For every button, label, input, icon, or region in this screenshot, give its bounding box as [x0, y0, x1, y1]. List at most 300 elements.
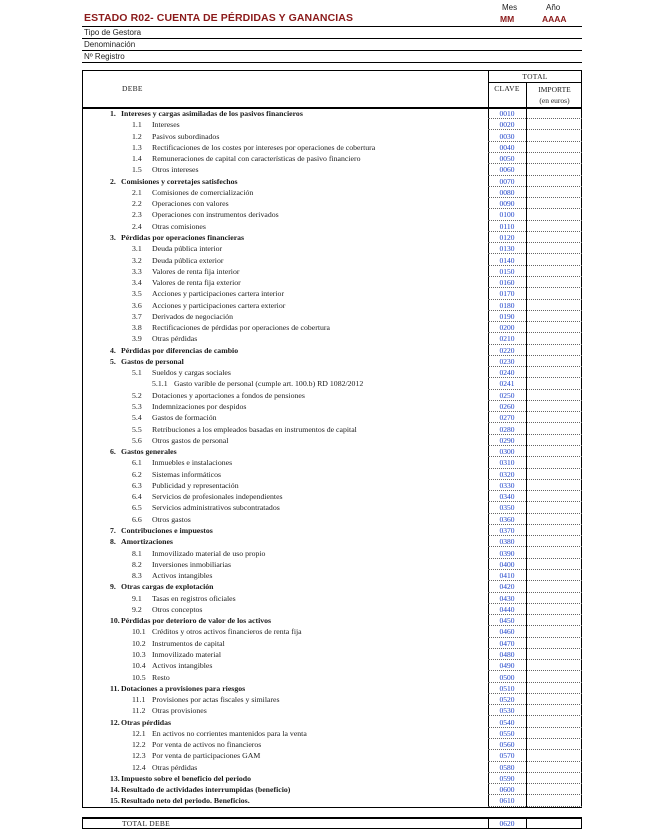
row-clave: 0230 — [499, 356, 515, 366]
row-clave: 0420 — [499, 582, 515, 592]
row-label: Otros gastos de personal — [152, 435, 229, 445]
importe-cell[interactable] — [527, 164, 582, 175]
row-number: 6.4 — [132, 492, 142, 502]
row-label: Inmuebles e instalaciones — [152, 458, 233, 468]
row-label: Publicidad y representación — [152, 480, 239, 490]
row-label: Otros conceptos — [152, 604, 203, 614]
table-row — [82, 739, 582, 750]
row-label: Servicios administrativos subcontratados — [152, 503, 280, 513]
row-number: 12.1 — [132, 728, 146, 738]
row-label: Servicios de profesionales independientes — [152, 492, 283, 502]
importe-cell[interactable] — [527, 705, 582, 716]
row-clave: 0590 — [499, 773, 515, 783]
importe-cell[interactable] — [527, 412, 582, 423]
row-label: Contribuciones e impuestos — [121, 525, 213, 535]
row-number: 1.1 — [132, 120, 142, 130]
row-number: 5.4 — [132, 413, 142, 423]
row-clave: 0070 — [499, 176, 515, 186]
importe-cell[interactable] — [527, 773, 582, 784]
table-row — [82, 514, 582, 525]
importe-cell[interactable] — [527, 378, 582, 389]
row-number: 15. — [110, 796, 120, 806]
row-label: Gastos generales — [121, 447, 177, 457]
importe-cell[interactable] — [527, 153, 582, 164]
row-number: 10. — [110, 616, 120, 626]
row-number: 2.1 — [132, 187, 142, 197]
total-header: TOTAL — [522, 72, 548, 81]
importe-cell[interactable] — [527, 728, 582, 739]
clave-header: CLAVE — [494, 84, 520, 93]
row-clave: 0340 — [499, 492, 515, 502]
row-label: Por venta de activos no financieros — [152, 740, 262, 750]
field-tipo-gestora[interactable]: Tipo de Gestora — [84, 28, 142, 37]
row-label: Gasto varible de personal (cumple art. 100.b) RD 1082/2012 — [174, 379, 364, 389]
row-label: Remuneraciones de capital con características de pasivo financiero — [152, 154, 361, 164]
row-number: 5.1 — [132, 368, 142, 378]
table-row — [82, 209, 582, 220]
row-number: 12.4 — [132, 762, 146, 772]
importe-cell[interactable] — [527, 187, 582, 198]
row-clave: 0190 — [499, 311, 515, 321]
importe-cell[interactable] — [527, 626, 582, 637]
table-bottom-border — [82, 807, 582, 808]
row-clave: 0120 — [499, 232, 515, 242]
row-clave: 0490 — [499, 661, 515, 671]
row-clave: 0520 — [499, 695, 515, 705]
table-row — [82, 480, 582, 491]
row-number: 8.1 — [132, 548, 142, 558]
table-row — [82, 457, 582, 468]
field-divider — [82, 62, 582, 63]
importe-cell[interactable] — [527, 255, 582, 266]
importe-cell[interactable] — [527, 209, 582, 220]
row-clave: 0180 — [499, 300, 515, 310]
importe-cell[interactable] — [527, 480, 582, 491]
importe-cell[interactable] — [527, 277, 582, 288]
table-row — [82, 424, 582, 435]
row-label: Sistemas informáticos — [152, 469, 222, 479]
row-label: Deuda pública exterior — [152, 255, 224, 265]
importe-cell[interactable] — [527, 525, 582, 536]
row-clave: 0110 — [499, 221, 515, 231]
table-row — [82, 131, 582, 142]
row-clave: 0410 — [499, 571, 515, 581]
row-label: Operaciones con instrumentos derivados — [152, 210, 279, 220]
importe-cell[interactable] — [527, 491, 582, 502]
row-clave: 0350 — [499, 503, 515, 513]
row-clave: 0140 — [499, 255, 515, 265]
importe-cell[interactable] — [527, 784, 582, 795]
table-row — [82, 153, 582, 164]
row-number: 8.3 — [132, 571, 142, 581]
row-label: Derivados de negociación — [152, 311, 233, 321]
row-number: 11.2 — [132, 706, 146, 716]
row-clave: 0510 — [499, 683, 515, 693]
row-label: Acciones y participaciones cartera exterior — [152, 300, 286, 310]
importe-cell[interactable] — [527, 446, 582, 457]
importe-cell[interactable] — [527, 559, 582, 570]
page-title: ESTADO R02- CUENTA DE PÉRDIDAS Y GANANCIAS — [84, 12, 354, 24]
month-value[interactable]: MM — [500, 14, 515, 24]
table-row — [82, 255, 582, 266]
row-number: 9.2 — [132, 604, 142, 614]
row-number: 10.5 — [132, 672, 146, 682]
row-label: Dotaciones y aportaciones a fondos de pensiones — [152, 390, 305, 400]
importe-cell[interactable] — [527, 615, 582, 626]
row-label: Otras pérdidas — [152, 762, 198, 772]
table-row — [82, 615, 582, 626]
importe-cell[interactable] — [527, 311, 582, 322]
table-row — [82, 570, 582, 581]
table-row — [82, 119, 582, 130]
row-clave: 0200 — [499, 323, 515, 333]
table-row — [82, 322, 582, 333]
row-clave: 0370 — [499, 525, 515, 535]
importe-header — [527, 84, 582, 106]
row-clave: 0290 — [499, 435, 515, 445]
row-clave: 0160 — [499, 278, 515, 288]
row-number: 5.1.1 — [152, 379, 168, 389]
row-number: 6.6 — [132, 514, 142, 524]
importe-cell[interactable] — [527, 424, 582, 435]
table-row — [82, 593, 582, 604]
row-clave: 0240 — [499, 368, 515, 378]
table-row — [82, 142, 582, 153]
importe-cell[interactable] — [527, 762, 582, 773]
row-clave: 0090 — [499, 199, 515, 209]
table-row — [82, 660, 582, 671]
row-clave: 0320 — [499, 469, 515, 479]
importe-cell[interactable] — [527, 581, 582, 592]
row-label: Sueldos y cargas sociales — [152, 368, 231, 378]
importe-cell[interactable] — [527, 570, 582, 581]
row-number: 6.2 — [132, 469, 142, 479]
row-label: Por venta de participaciones GAM — [152, 751, 261, 761]
field-registro[interactable]: Nº Registro — [84, 52, 125, 61]
row-clave: 0270 — [499, 413, 515, 423]
row-number: 5.5 — [132, 424, 142, 434]
row-label: Inversiones inmobiliarias — [152, 559, 232, 569]
row-clave: 0550 — [499, 728, 515, 738]
row-clave: 0460 — [499, 627, 515, 637]
row-clave: 0470 — [499, 638, 515, 648]
table-row — [82, 649, 582, 660]
row-number: 6.1 — [132, 458, 142, 468]
row-number: 11. — [110, 683, 120, 693]
row-clave: 0430 — [499, 593, 515, 603]
importe-cell[interactable] — [527, 649, 582, 660]
table-row — [82, 232, 582, 243]
row-label: Otras pérdidas — [121, 717, 172, 727]
table-row — [82, 412, 582, 423]
table-row — [82, 784, 582, 795]
importe-cell[interactable] — [527, 795, 582, 806]
importe-cell[interactable] — [527, 457, 582, 468]
importe-unit: (en euros) — [539, 96, 570, 105]
total-debe-clave: 0620 — [499, 819, 515, 828]
row-clave: 0390 — [499, 548, 515, 558]
importe-cell[interactable] — [527, 333, 582, 344]
row-number: 1.4 — [132, 154, 142, 164]
row-label: Dotaciones a provisiones para riesgos — [121, 683, 246, 693]
importe-cell[interactable] — [527, 108, 582, 119]
row-number: 3.6 — [132, 300, 142, 310]
row-number: 3.5 — [132, 289, 142, 299]
row-clave: 0480 — [499, 649, 515, 659]
importe-cell[interactable] — [527, 750, 582, 761]
row-label: Resto — [152, 672, 170, 682]
table-row — [82, 243, 582, 254]
importe-cell[interactable] — [527, 243, 582, 254]
row-label: Créditos y otros activos financieros de renta fija — [152, 627, 302, 637]
table-row — [82, 469, 582, 480]
column-divider — [526, 817, 527, 829]
table-row — [82, 795, 582, 806]
table-row — [82, 266, 582, 277]
importe-cell[interactable] — [527, 683, 582, 694]
row-number: 3.3 — [132, 266, 142, 276]
importe-label: IMPORTE — [538, 85, 571, 94]
row-clave: 0170 — [499, 289, 515, 299]
row-clave: 0050 — [499, 154, 515, 164]
table-row — [82, 638, 582, 649]
row-number: 3.1 — [132, 244, 142, 254]
importe-cell[interactable] — [527, 739, 582, 750]
importe-cell[interactable] — [527, 142, 582, 153]
importe-cell[interactable] — [527, 401, 582, 412]
table-row — [82, 367, 582, 378]
table-row — [82, 176, 582, 187]
row-label: Otras provisiones — [152, 706, 207, 716]
importe-cell[interactable] — [527, 717, 582, 728]
row-clave: 0040 — [499, 142, 515, 152]
table-row — [82, 705, 582, 716]
row-label: Otras cargas de explotación — [121, 582, 214, 592]
row-number: 3.8 — [132, 323, 142, 333]
row-label: Resultado neto del periodo. Beneficios. — [121, 796, 250, 806]
row-label: Comisiones y corretajes satisfechos — [121, 176, 238, 186]
importe-cell[interactable] — [527, 672, 582, 683]
table-row — [82, 277, 582, 288]
row-label: Intereses — [152, 120, 180, 130]
table-row — [82, 548, 582, 559]
header-divider — [82, 26, 582, 27]
table-row — [82, 750, 582, 761]
table-row — [82, 773, 582, 784]
importe-cell[interactable] — [527, 502, 582, 513]
table-row — [82, 502, 582, 513]
table-row — [82, 683, 582, 694]
importe-cell[interactable] — [527, 469, 582, 480]
row-label: Operaciones con valores — [152, 199, 229, 209]
table-row — [82, 401, 582, 412]
debe-header: DEBE — [122, 84, 143, 93]
row-number: 10.3 — [132, 649, 146, 659]
total-debe-label: TOTAL DEBE — [122, 819, 171, 828]
row-clave: 0540 — [499, 717, 515, 727]
importe-cell[interactable] — [527, 390, 582, 401]
row-number: 8.2 — [132, 559, 142, 569]
row-clave: 0500 — [499, 672, 515, 682]
row-number: 7. — [110, 525, 116, 535]
row-number: 1.2 — [132, 131, 142, 141]
row-number: 14. — [110, 785, 120, 795]
table-row — [82, 311, 582, 322]
row-number: 12.3 — [132, 751, 146, 761]
row-number: 10.4 — [132, 661, 146, 671]
importe-cell[interactable] — [527, 198, 582, 209]
table-row — [82, 435, 582, 446]
row-number: 2. — [110, 176, 116, 186]
row-clave: 0570 — [499, 751, 515, 761]
row-number: 12. — [110, 717, 120, 727]
row-number: 2.3 — [132, 210, 142, 220]
importe-cell[interactable] — [527, 119, 582, 130]
importe-cell[interactable] — [527, 514, 582, 525]
row-label: Rectificaciones de pérdidas por operaciones de cobertura — [152, 323, 330, 333]
importe-cell[interactable] — [527, 694, 582, 705]
row-clave: 0450 — [499, 616, 515, 626]
row-number: 3.2 — [132, 255, 142, 265]
row-label: Gastos de formación — [152, 413, 217, 423]
row-clave: 0330 — [499, 480, 515, 490]
importe-cell[interactable] — [527, 660, 582, 671]
row-clave: 0250 — [499, 390, 515, 400]
table-row — [82, 626, 582, 637]
row-clave: 0241 — [499, 379, 515, 389]
row-number: 9.1 — [132, 593, 142, 603]
row-label: Acciones y participaciones cartera interior — [152, 289, 285, 299]
row-number: 1.3 — [132, 142, 142, 152]
field-divider — [82, 50, 582, 51]
row-number: 10.2 — [132, 638, 146, 648]
row-number: 2.2 — [132, 199, 142, 209]
table-row — [82, 604, 582, 615]
row-label: Otras comisiones — [152, 221, 206, 231]
row-clave: 0010 — [499, 109, 515, 118]
row-label: Otras pérdidas — [152, 334, 198, 344]
field-denominacion[interactable]: Denominación — [84, 40, 136, 49]
importe-cell[interactable] — [527, 345, 582, 356]
importe-cell[interactable] — [527, 232, 582, 243]
table-row — [82, 198, 582, 209]
row-label: Inmovilizado material de uso propio — [152, 548, 266, 558]
year-value[interactable]: AAAA — [542, 14, 567, 24]
row-clave: 0440 — [499, 604, 515, 614]
table-row — [82, 345, 582, 356]
importe-cell[interactable] — [527, 322, 582, 333]
year-label: Año — [546, 3, 561, 12]
row-label: En activos no corrientes mantenidos para la venta — [152, 728, 307, 738]
importe-cell[interactable] — [527, 548, 582, 559]
row-label: Retribuciones a los empleados basadas en instrumentos de capital — [152, 424, 357, 434]
importe-cell[interactable] — [527, 131, 582, 142]
importe-cell[interactable] — [527, 604, 582, 615]
row-number: 4. — [110, 345, 116, 355]
importe-cell[interactable] — [527, 593, 582, 604]
row-clave: 0220 — [499, 345, 515, 355]
table-top-border — [82, 70, 582, 71]
table-row — [82, 491, 582, 502]
importe-cell[interactable] — [527, 536, 582, 547]
row-label: Activos intangibles — [152, 571, 213, 581]
row-clave: 0130 — [499, 244, 515, 254]
importe-cell[interactable] — [527, 266, 582, 277]
row-number: 6. — [110, 447, 116, 457]
row-label: Valores de renta fija interior — [152, 266, 240, 276]
row-clave: 0580 — [499, 762, 515, 772]
row-number: 13. — [110, 773, 120, 783]
importe-cell[interactable] — [527, 638, 582, 649]
table-row — [82, 728, 582, 739]
row-number: 1.5 — [132, 165, 142, 175]
importe-cell[interactable] — [527, 356, 582, 367]
table-row — [82, 559, 582, 570]
importe-cell[interactable] — [527, 300, 582, 311]
table-row — [82, 536, 582, 547]
row-number: 3.7 — [132, 311, 142, 321]
row-label: Otros intereses — [152, 165, 199, 175]
row-number: 5.3 — [132, 402, 142, 412]
row-clave: 0610 — [499, 796, 515, 806]
row-number: 3.4 — [132, 278, 142, 288]
row-clave: 0530 — [499, 706, 515, 716]
row-label: Gastos de personal — [121, 356, 184, 366]
row-label: Deuda pública interior — [152, 244, 223, 254]
row-label: Provisiones por actas fiscales y similares — [152, 695, 280, 705]
importe-cell[interactable] — [527, 367, 582, 378]
month-label: Mes — [502, 3, 518, 12]
row-clave: 0280 — [499, 424, 515, 434]
row-number: 8. — [110, 537, 116, 547]
table-row — [82, 356, 582, 367]
importe-cell[interactable] — [527, 288, 582, 299]
table-row — [82, 672, 582, 683]
table-row — [82, 762, 582, 773]
row-clave: 0600 — [499, 785, 515, 795]
field-divider — [82, 38, 582, 39]
row-clave: 0380 — [499, 537, 515, 547]
table-row — [82, 446, 582, 457]
row-label: Otros gastos — [152, 514, 191, 524]
row-number: 10.1 — [132, 627, 146, 637]
importe-cell[interactable] — [527, 435, 582, 446]
row-label: Rectificaciones de los costes por intereses por operaciones de cobertura — [152, 142, 376, 152]
row-number: 6.3 — [132, 480, 142, 490]
total-header-divider — [488, 82, 582, 83]
table-row — [82, 694, 582, 705]
row-clave: 0210 — [499, 334, 515, 344]
table-row — [82, 717, 582, 728]
importe-cell[interactable] — [527, 176, 582, 187]
row-number: 5.6 — [132, 435, 142, 445]
row-label: Inmovilizado material — [152, 649, 222, 659]
row-number: 5.2 — [132, 390, 142, 400]
importe-cell[interactable] — [527, 221, 582, 232]
table-row — [82, 525, 582, 536]
row-label: Intereses y cargas asimiladas de los pasivos financieros — [121, 109, 303, 118]
row-label: Resultado de actividades interrumpidas (beneficio) — [121, 785, 291, 795]
row-label: Comisiones de comercialización — [152, 187, 254, 197]
row-clave: 0260 — [499, 402, 515, 412]
table-row — [82, 300, 582, 311]
row-number: 6.5 — [132, 503, 142, 513]
row-label: Amortizaciones — [121, 537, 173, 547]
row-label: Impuesto sobre el beneficio del periodo — [121, 773, 252, 783]
row-number: 2.4 — [132, 221, 142, 231]
row-number: 1. — [110, 109, 116, 118]
row-label: Pérdidas por diferencias de cambio — [121, 345, 239, 355]
